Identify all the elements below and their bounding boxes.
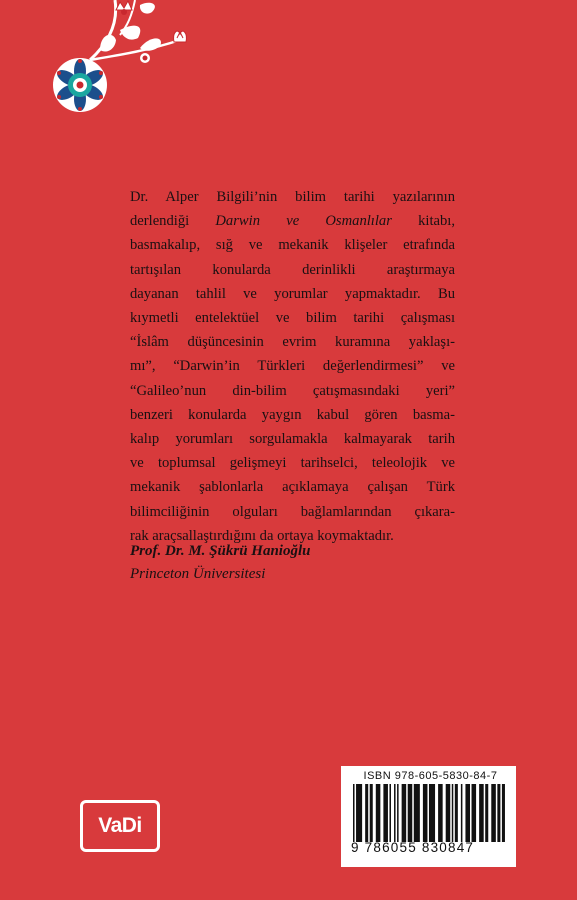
isbn-label: ISBN 978-605-5830-84-7 bbox=[363, 770, 498, 782]
blurb-line: kalıp yorumları sorgulamakla kalmayarak tarih bbox=[130, 431, 455, 448]
blurb-line: tartışılan konularda derinlikli araştırmaya bbox=[130, 261, 455, 278]
barcode-bar bbox=[479, 784, 484, 842]
isbn-barcode bbox=[341, 766, 516, 867]
barcode-bar bbox=[353, 784, 355, 842]
barcode-bar bbox=[402, 784, 407, 842]
blurb-line-with-title: derlendiği Darwin ve Osmanlılar kitabı, bbox=[130, 213, 455, 230]
barcode-bar bbox=[397, 784, 399, 842]
barcode-bar bbox=[491, 784, 496, 842]
barcode-bar bbox=[429, 784, 435, 842]
barcode-bars bbox=[351, 784, 510, 842]
barcode-bar bbox=[414, 784, 420, 842]
barcode-bar bbox=[472, 784, 477, 842]
blurb-line: mekanik şablonlarla açıklamaya çalışan Türk bbox=[130, 479, 455, 496]
barcode-bar bbox=[497, 784, 500, 842]
blurb-line: basmakalıp, sığ ve mekanik klişeler etrafında bbox=[130, 237, 455, 254]
blurb-text bbox=[130, 185, 455, 548]
barcode-bar bbox=[465, 784, 470, 842]
blurb-line: dayanan tahlil ve yorumlar yapmaktadır. Bu bbox=[130, 285, 455, 302]
barcode-bar bbox=[376, 784, 381, 842]
barcode-bar bbox=[452, 784, 454, 842]
vadi-logo bbox=[80, 800, 160, 852]
barcode-bar bbox=[446, 784, 451, 842]
barcode-bar bbox=[455, 784, 458, 842]
barcode-number: 9 786055 830847 bbox=[351, 840, 475, 855]
blurb-line: “Galileo’nun din-bilim çatışmasındaki yeri” bbox=[130, 382, 455, 399]
barcode-bar bbox=[356, 784, 362, 842]
barcode-bar bbox=[423, 784, 428, 842]
barcode-bar bbox=[365, 784, 368, 842]
barcode-bar bbox=[485, 784, 488, 842]
barcode-bar bbox=[502, 784, 505, 842]
blurb-line: “İslâm düşüncesinin evrim kuramına yaklaşı- bbox=[130, 334, 455, 351]
endorsement-signature bbox=[130, 540, 310, 586]
barcode-bar bbox=[383, 784, 388, 842]
barcode-bar bbox=[394, 784, 396, 842]
blurb-line: rak araçsallaştırdığını da ortaya koymaktadır. bbox=[130, 527, 394, 544]
blurb-line: bilimciliğinin olguları bağlamlarından çıkara- bbox=[130, 503, 455, 520]
barcode-bar bbox=[370, 784, 373, 842]
barcode-bar bbox=[389, 784, 391, 842]
barcode-bar bbox=[438, 784, 443, 842]
barcode-bar bbox=[408, 784, 413, 842]
blurb-line: ve toplumsal gelişmeyi tarihselci, teleolojik ve bbox=[130, 455, 455, 472]
endorser-name: Prof. Dr. M. Şükrü Hanioğlu bbox=[130, 543, 311, 559]
blurb-line: benzeri konularda yaygın kabul gören basma- bbox=[130, 406, 455, 423]
blurb-line: kıymetli entelektüel ve bilim tarihi çalışması bbox=[130, 310, 455, 327]
floral-ornament-icon bbox=[20, 0, 200, 120]
endorser-affiliation: Princeton Üniversitesi bbox=[130, 566, 266, 582]
book-title: Darwin ve Osmanlılar bbox=[215, 213, 392, 230]
blurb-line: Dr. Alper Bilgili’nin bilim tarihi yazılarının bbox=[130, 189, 455, 205]
barcode-bar bbox=[461, 784, 463, 842]
blurb-line: mı”, “Darwin’in Türkleri değerlendirmesi” ve bbox=[130, 358, 455, 375]
publisher-logo-text: VaDi bbox=[98, 814, 142, 837]
